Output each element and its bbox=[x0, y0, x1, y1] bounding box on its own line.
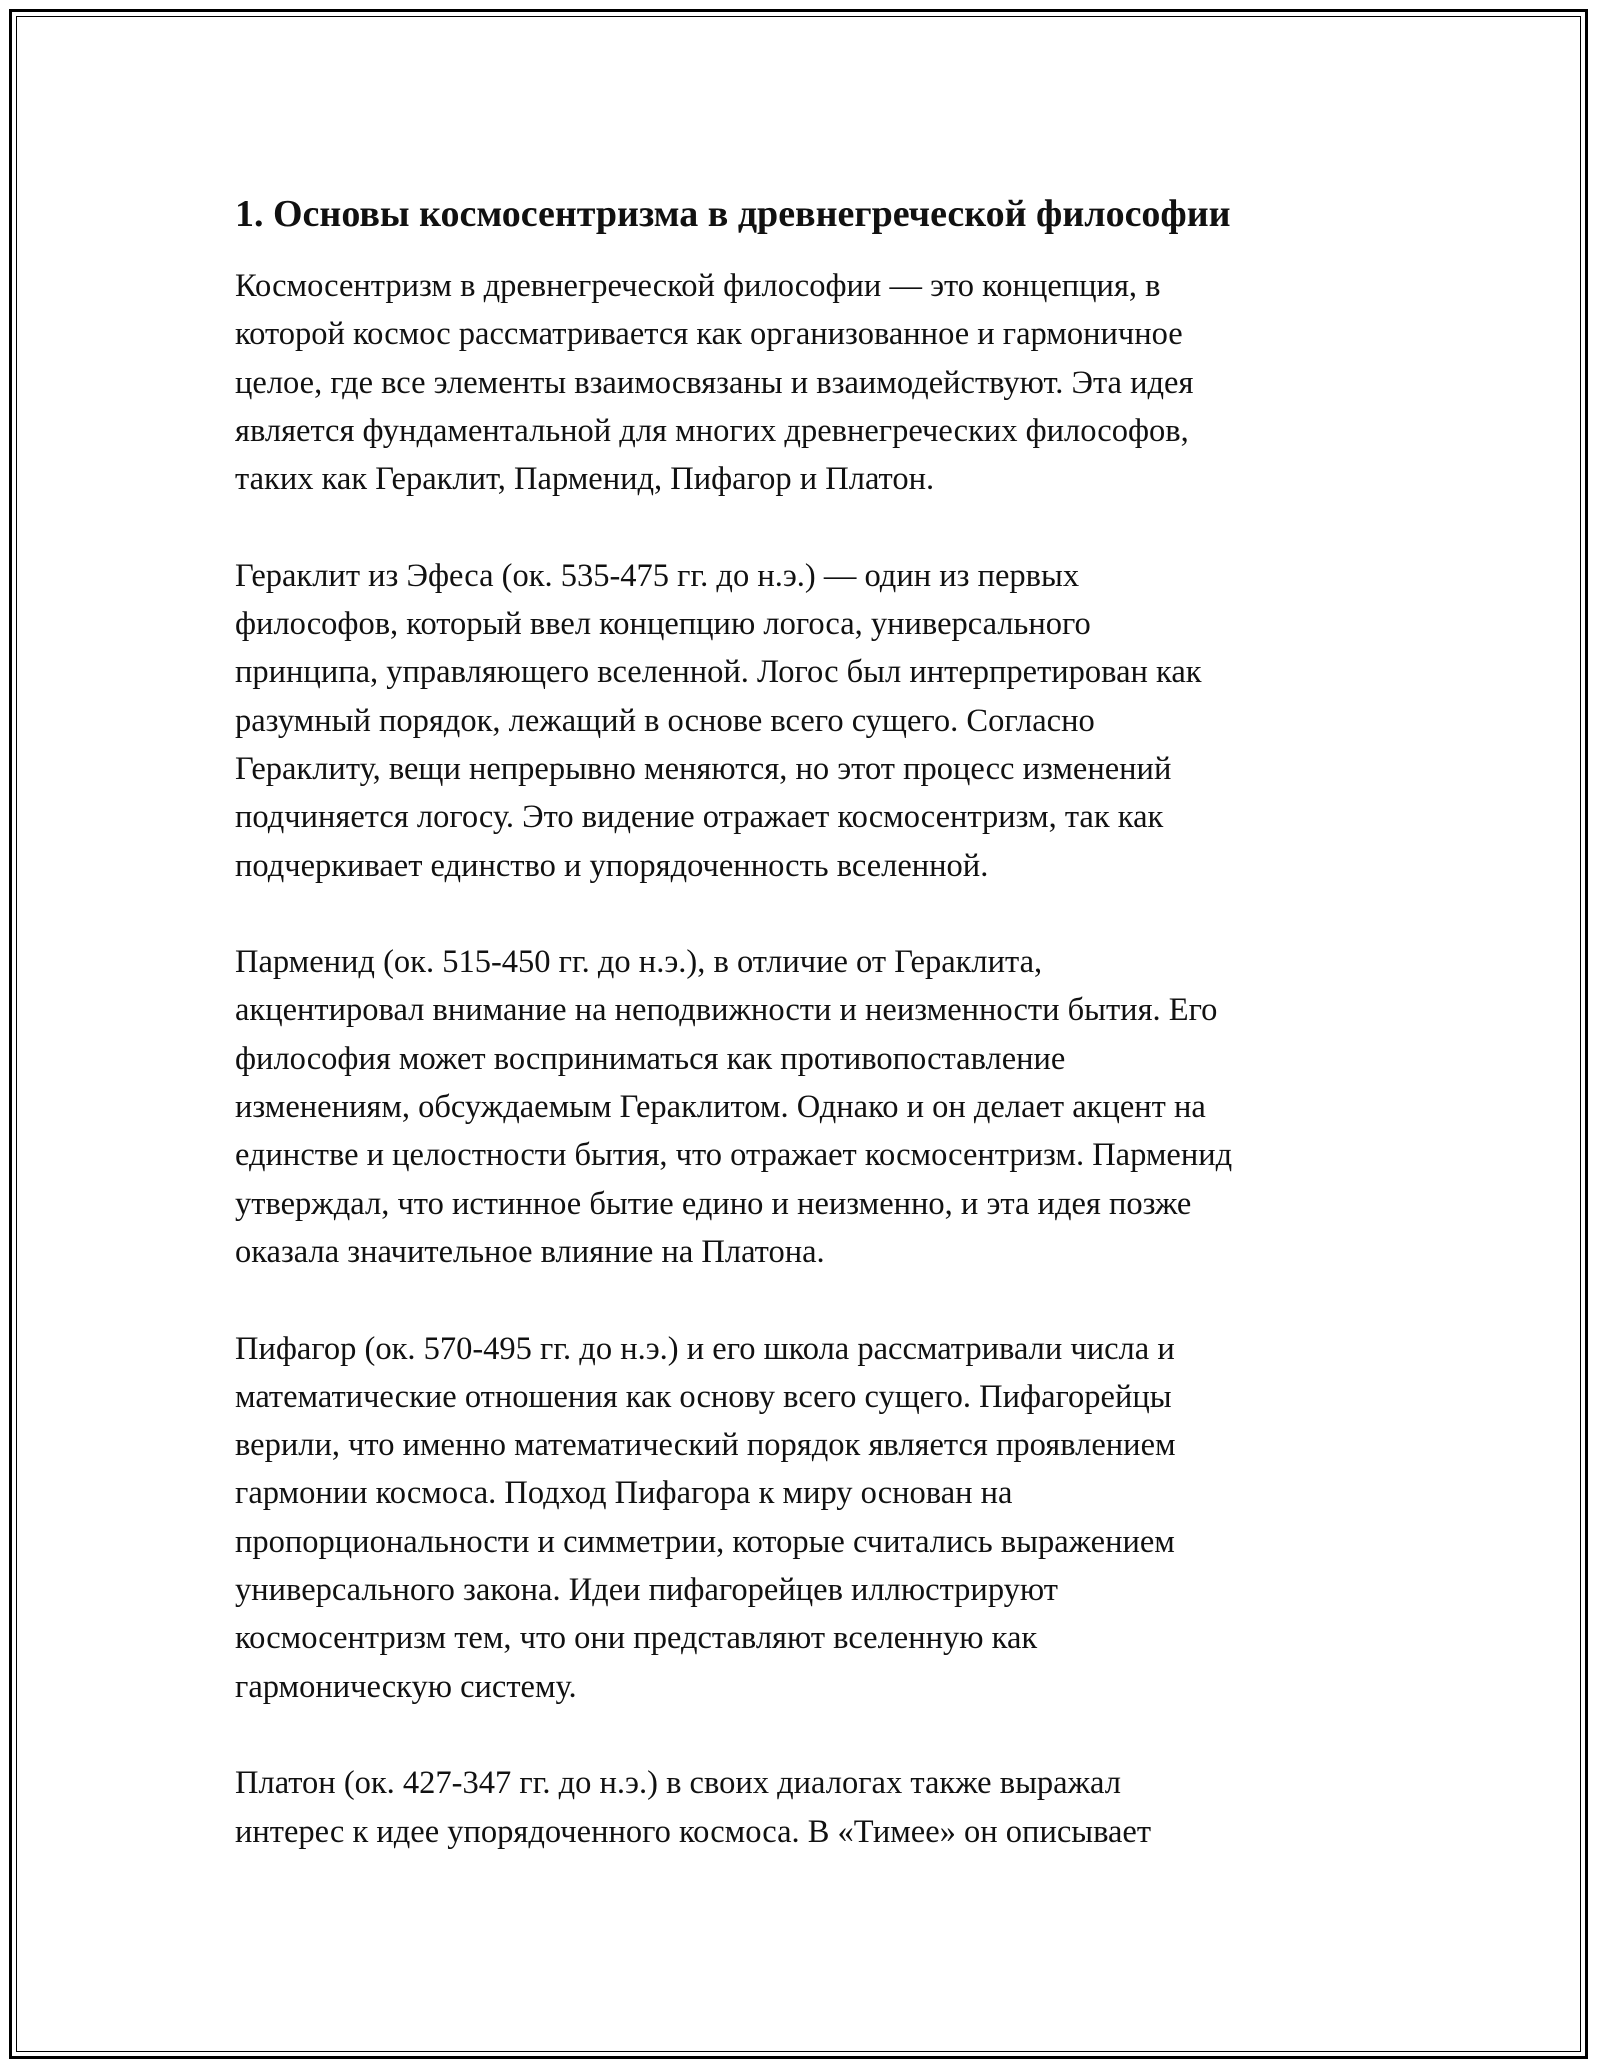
text-line: интерес к идее упорядоченного космоса. В «Тимее» он описывает bbox=[235, 1813, 1152, 1850]
text-line: Гераклиту, вещи непрерывно меняются, но этот процесс изменений bbox=[235, 750, 1172, 787]
text-line: гармоническую систему. bbox=[235, 1668, 577, 1705]
text-line: Космосентризм в древнегреческой философии — это концепция, в bbox=[235, 268, 1161, 304]
paragraph-plato bbox=[235, 1759, 1385, 1856]
text-line: подчиняется логосу. Это видение отражает космосентризм, так как bbox=[235, 799, 1164, 836]
text-line: оказала значительное влияние на Платона. bbox=[235, 1233, 825, 1270]
text-line: верили, что именно математический порядок является проявлением bbox=[235, 1427, 1176, 1464]
text-line: утверждал, что истинное бытие едино и неизменно, и эта идея позже bbox=[235, 1185, 1192, 1222]
text-line: пропорциональности и симметрии, которые считались выражением bbox=[235, 1523, 1175, 1560]
paragraph-pythagoras bbox=[235, 1325, 1385, 1711]
text-line: гармонии космоса. Подход Пифагора к миру основан на bbox=[235, 1475, 1013, 1512]
document-body bbox=[235, 186, 1385, 1904]
text-line: философов, который ввел концепцию логоса, универсального bbox=[235, 606, 1091, 643]
text-line: Парменид (ок. 515-450 гг. до н.э.), в отличие от Гераклита, bbox=[235, 944, 1043, 981]
text-line: математические отношения как основу всего сущего. Пифагорейцы bbox=[235, 1378, 1172, 1415]
text-line: универсального закона. Идеи пифагорейцев иллюстрируют bbox=[235, 1572, 1058, 1609]
paragraph-heraclitus bbox=[235, 552, 1385, 890]
text-line: разумный порядок, лежащий в основе всего сущего. Согласно bbox=[235, 702, 1095, 739]
paragraph-parmenides bbox=[235, 938, 1385, 1276]
text-line: Пифагор (ок. 570-495 гг. до н.э.) и его школа рассматривали числа и bbox=[235, 1330, 1175, 1367]
text-line: изменениям, обсуждаемым Гераклитом. Однако и он делает акцент на bbox=[235, 1089, 1206, 1126]
text-line: философия может восприниматься как противопоставление bbox=[235, 1040, 1066, 1077]
section-heading: 1. Основы космосентризма в древнегреческой философии bbox=[235, 193, 1231, 235]
text-line: является фундаментальной для многих древнегреческих философов, bbox=[235, 412, 1189, 449]
text-line: Гераклит из Эфеса (ок. 535-475 гг. до н.э.) — один из первых bbox=[235, 557, 1080, 594]
text-line: подчеркивает единство и упорядоченность вселенной. bbox=[235, 847, 989, 884]
text-line: принципа, управляющего вселенной. Логос был интерпретирован как bbox=[235, 654, 1202, 691]
text-line: которой космос рассматривается как организованное и гармоничное bbox=[235, 316, 1183, 353]
text-line: единстве и целостности бытия, что отражает космосентризм. Парменид bbox=[235, 1137, 1233, 1174]
text-line: Платон (ок. 427-347 гг. до н.э.) в своих диалогах также выражал bbox=[235, 1765, 1121, 1802]
text-line: целое, где все элементы взаимосвязаны и взаимодействуют. Эта идея bbox=[235, 364, 1194, 401]
text-line: таких как Гераклит, Парменид, Пифагор и Платон. bbox=[235, 461, 935, 498]
text-line: космосентризм тем, что они представляют вселенную как bbox=[235, 1620, 1038, 1657]
text-line: акцентировал внимание на неподвижности и неизменности бытия. Его bbox=[235, 992, 1218, 1029]
paragraph-intro bbox=[235, 262, 1385, 503]
